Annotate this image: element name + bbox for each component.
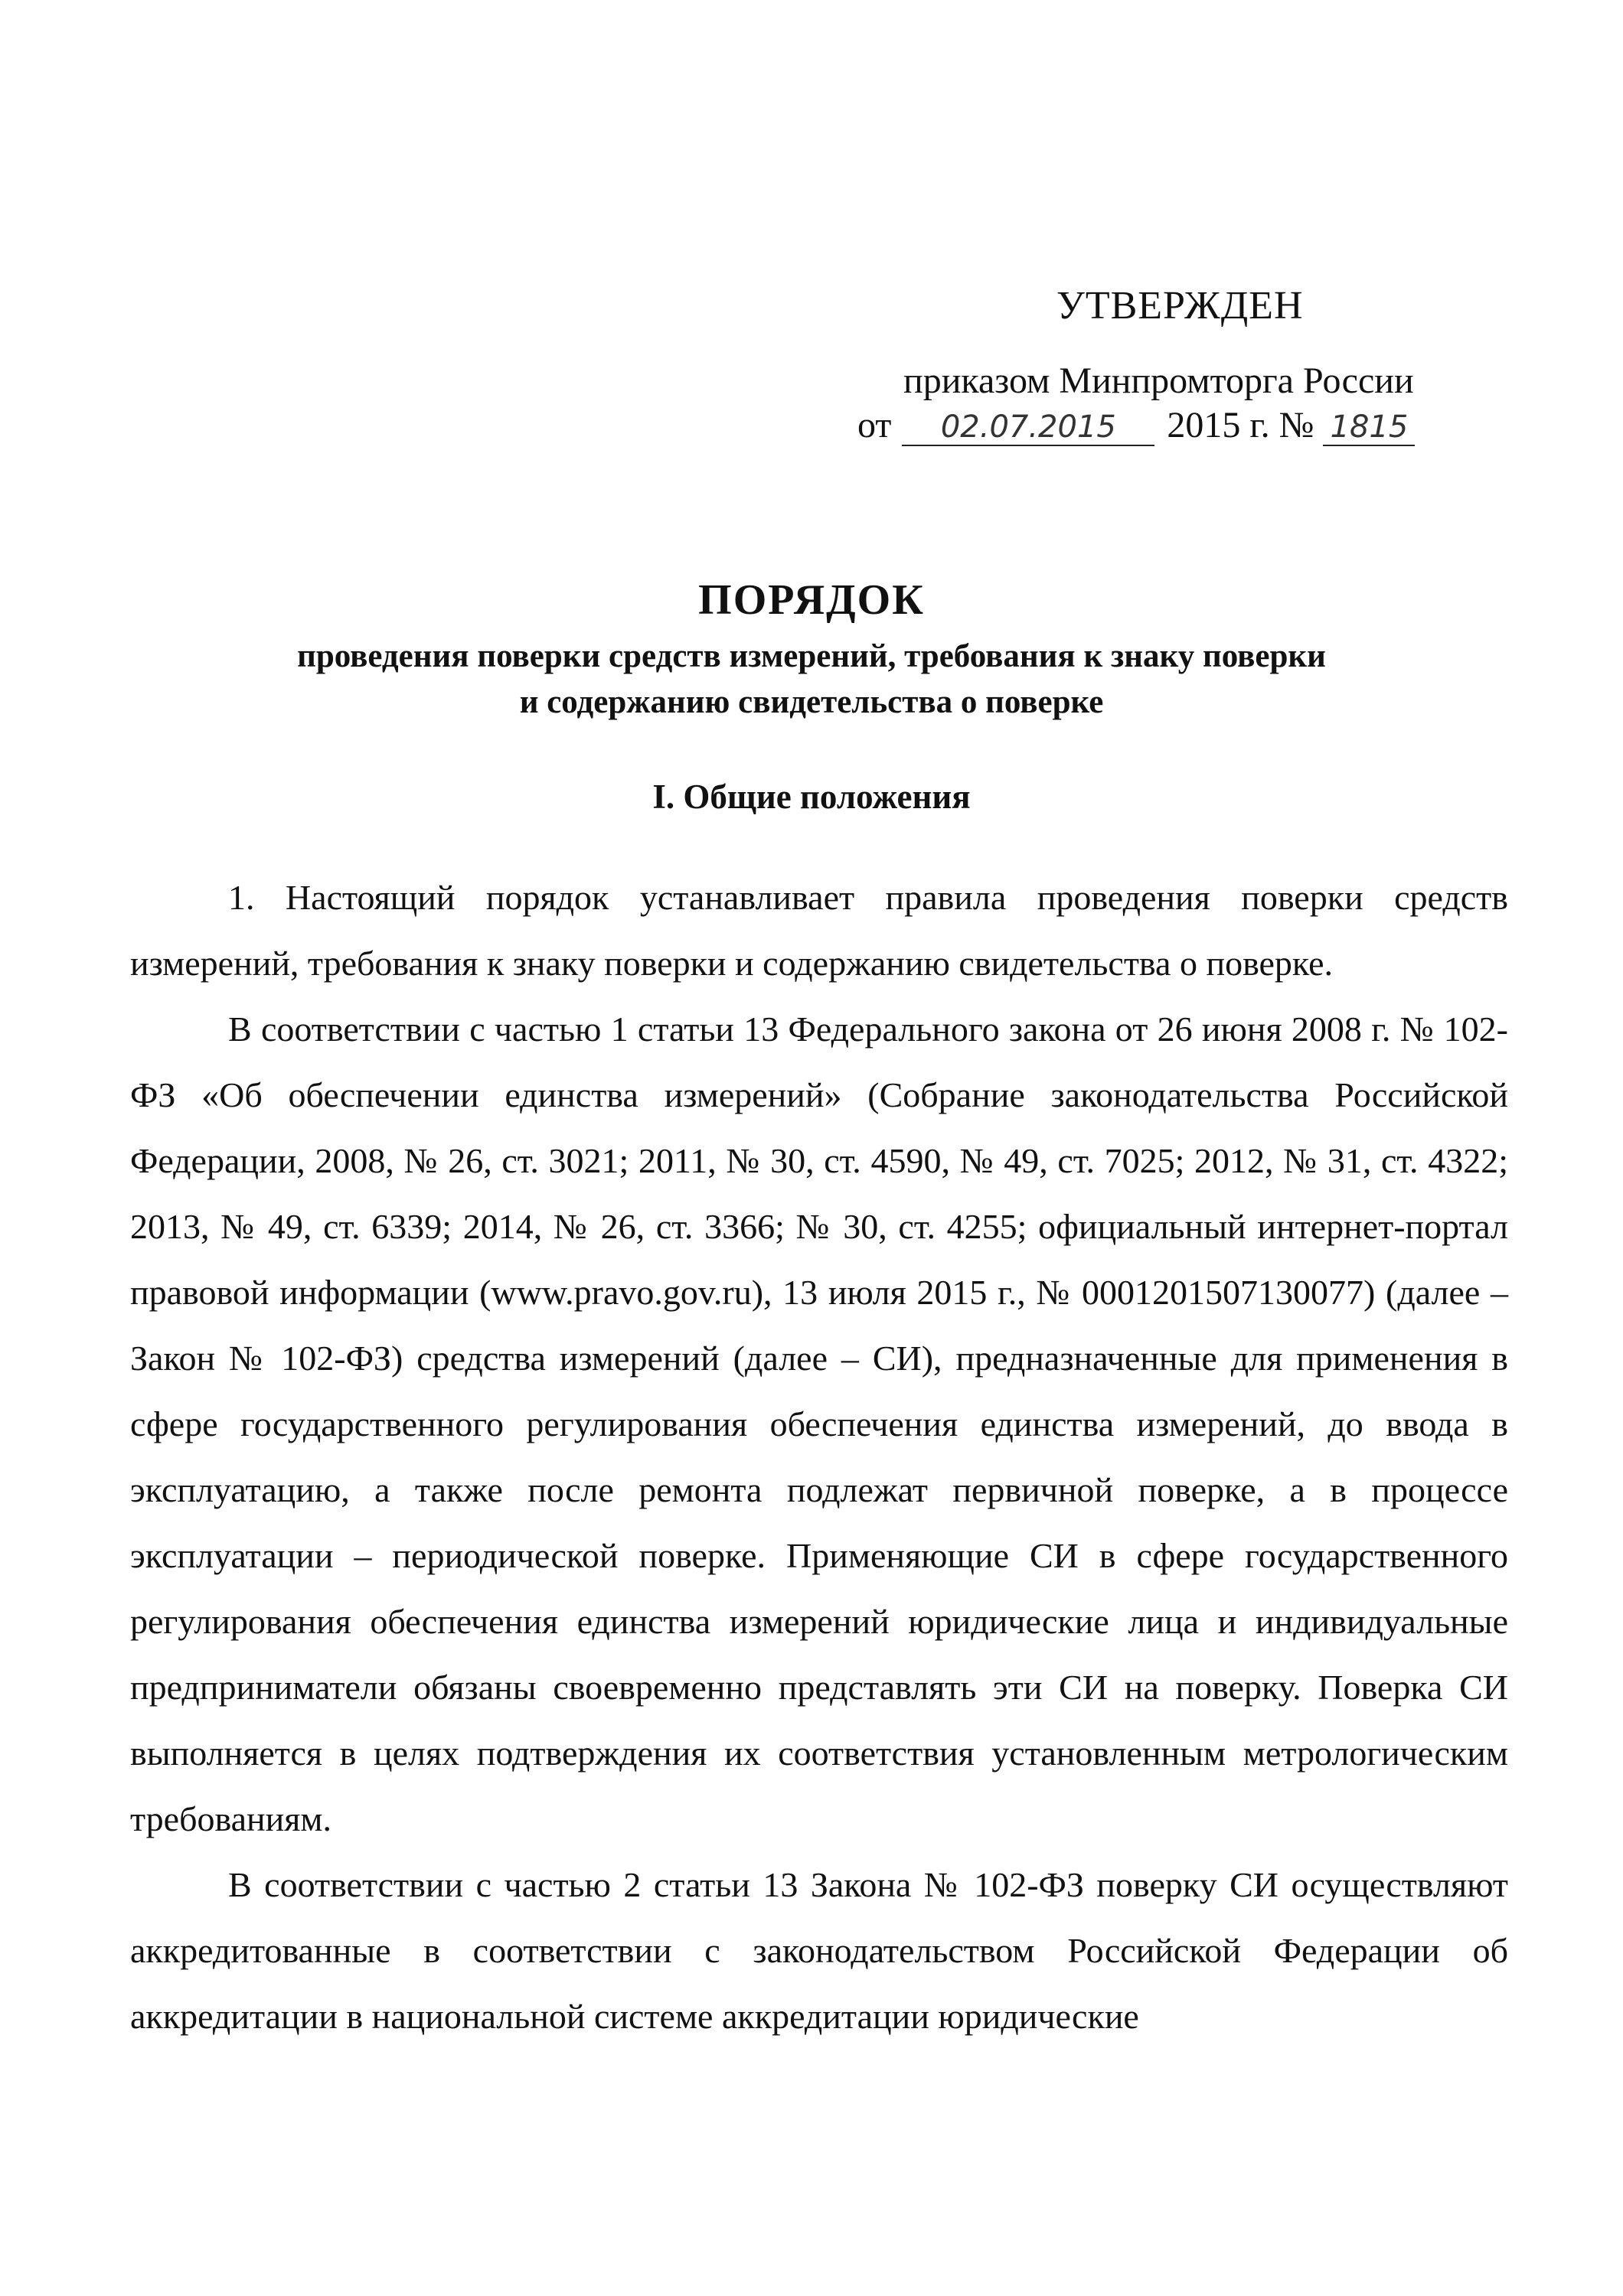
approval-year-number-label: 2015 г. № [1167, 405, 1314, 445]
document-body [130, 865, 1508, 2050]
handwritten-order-number: 1815 [1323, 409, 1415, 446]
approval-authority: приказом Минпромторга России [903, 360, 1414, 401]
paragraph-2: В соответствии с частью 1 статьи 13 Федерального закона от 26 июня 2008 г. № 102-ФЗ «Об обеспечении единства измерений» (Собрание законодательства Российской Федерации, 2008, № 26, ст. 3021; 2011, № 30, ст. 4590, № 49, ст. 7025; 2012, № 31, ст. 4322; 2013, № 49, ст. 6339; 2014, № 26, ст. 3366; № 30, ст. 4255; официальный интернет-портал правовой информации (www.pravo.gov.ru), 13 июля 2015 г., № 0001201507130077) (далее – Закон № 102-ФЗ) средства измерений (далее – СИ), предназначенные для применения в сфере государственного регулирования обеспечения единства измерений, до ввода в эксплуатацию, а также после ремонта подлежат первичной поверке, а в процессе эксплуатации – периодической поверке. Применяющие СИ в сфере государственного регулирования обеспечения единства измерений юридические лица и индивидуальные предприниматели обязаны своевременно представлять эти СИ на поверку. Поверка СИ выполняется в целях подтверждения их соответствия установленным метрологическим требованиям. [130, 1009, 1508, 1838]
approval-date-line [857, 404, 1415, 446]
section-heading: I. Общие положения [652, 778, 971, 816]
approval-date-prefix: от [857, 405, 892, 445]
paragraph-3: В соответствии с частью 2 статьи 13 Закона № 102-ФЗ поверку СИ осуществляют аккредитованные в соответствии с законодательством Российской Федерации об аккредитации в национальной системе аккредитации юридические [130, 1865, 1508, 2036]
document-subtitle-line-1: проведения поверки средств измерений, требования к знаку поверки [297, 638, 1326, 674]
document-subtitle-line-2: и содержанию свидетельства о поверке [519, 684, 1104, 720]
handwritten-date-field: 02.07.2015 [902, 409, 1154, 446]
paragraph-1: 1. Настоящий порядок устанавливает правила проведения поверки средств измерений, требования к знаку поверки и содержанию свидетельства о поверке. [130, 878, 1508, 983]
document-title: ПОРЯДОК [698, 576, 925, 624]
approval-title: УТВЕРЖДЕН [1056, 284, 1304, 328]
